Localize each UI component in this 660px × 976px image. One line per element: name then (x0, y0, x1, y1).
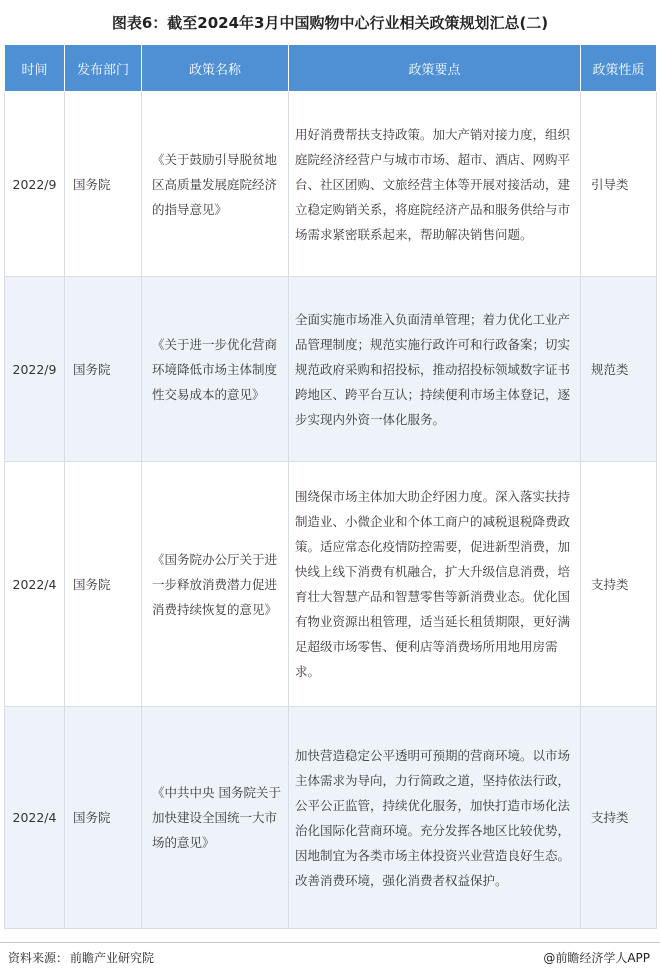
table-row (5, 92, 657, 277)
header-time: 时间 (5, 45, 65, 92)
cell-policy-name: 《中共中央 国务院关于加快建设全国统一大市场的意见》 (142, 707, 289, 929)
cell-policy-name: 《关于进一步优化营商环境降低市场主体制度性交易成本的意见》 (142, 277, 289, 462)
header-policy-nature: 政策性质 (581, 45, 657, 92)
table-header-row (5, 45, 657, 92)
cell-policy-name: 《关于鼓励引导脱贫地区高质量发展庭院经济的指导意见》 (142, 92, 289, 277)
cell-dept: 国务院 (65, 707, 142, 929)
header-dept: 发布部门 (65, 45, 142, 92)
cell-policy-points: 用好消费帮扶支持政策。加大产销对接力度，组织庭院经济经营户与城市市场、超市、酒店、网购平台、社区团购、文旅经营主体等开展对接活动，建立稳定购销关系，将庭院经济产品和服务供给与市场需求紧密联系起来，帮助解决销售问题。 (289, 92, 581, 277)
cell-policy-nature: 引导类 (581, 92, 657, 277)
source-label: 资料来源： (8, 951, 69, 965)
table-row (5, 277, 657, 462)
cell-time: 2022/9 (5, 92, 65, 277)
footer (0, 942, 660, 976)
cell-dept: 国务院 (65, 462, 142, 707)
cell-dept: 国务院 (65, 92, 142, 277)
cell-dept: 国务院 (65, 277, 142, 462)
cell-policy-name: 《国务院办公厅关于进一步释放消费潜力促进消费持续恢复的意见》 (142, 462, 289, 707)
table-row (5, 707, 657, 929)
page-title: 图表6：截至2024年3月中国购物中心行业相关政策规划汇总(二) (111, 14, 549, 32)
cell-policy-points: 全面实施市场准入负面清单管理；着力优化工业产品管理制度；规范实施行政许可和行政备案；切实规范政府采购和招投标，推动招投标领域数字证书跨地区、跨平台互认；持续便利市场主体登记，逐步实现内外资一体化服务。 (289, 277, 581, 462)
header-policy-points: 政策要点 (289, 45, 581, 92)
brand-credit: @前瞻经济学人APP (543, 951, 650, 965)
source-name: 前瞻产业研究院 (70, 951, 155, 965)
cell-policy-points: 围绕保市场主体加大助企纾困力度。深入落实扶持制造业、小微企业和个体工商户的减税退税降费政策。适应常态化疫情防控需要，促进新型消费，加快线上线下消费有机融合，扩大升级信息消费，培育壮大智慧产品和智慧零售等新消费业态。优化国有物业资源出租管理，适当延长租赁期限，更好满足超级市场零售、便利店等消费场所用地用房需求。 (289, 462, 581, 707)
cell-time: 2022/9 (5, 277, 65, 462)
cell-time: 2022/4 (5, 462, 65, 707)
policy-table (4, 44, 657, 929)
header-policy-name: 政策名称 (142, 45, 289, 92)
cell-policy-nature: 支持类 (581, 462, 657, 707)
cell-policy-nature: 支持类 (581, 707, 657, 929)
cell-time: 2022/4 (5, 707, 65, 929)
cell-policy-nature: 规范类 (581, 277, 657, 462)
table-row (5, 462, 657, 707)
cell-policy-points: 加快营造稳定公平透明可预期的营商环境。以市场主体需求为导向，力行简政之道，坚持依法行政，公平公正监管，持续优化服务，加快打造市场化法治化国际化营商环境。充分发挥各地区比较优势，因地制宜为各类市场主体投资兴业营造良好生态。改善消费环境，强化消费者权益保护。 (289, 707, 581, 929)
source-note (8, 949, 154, 966)
